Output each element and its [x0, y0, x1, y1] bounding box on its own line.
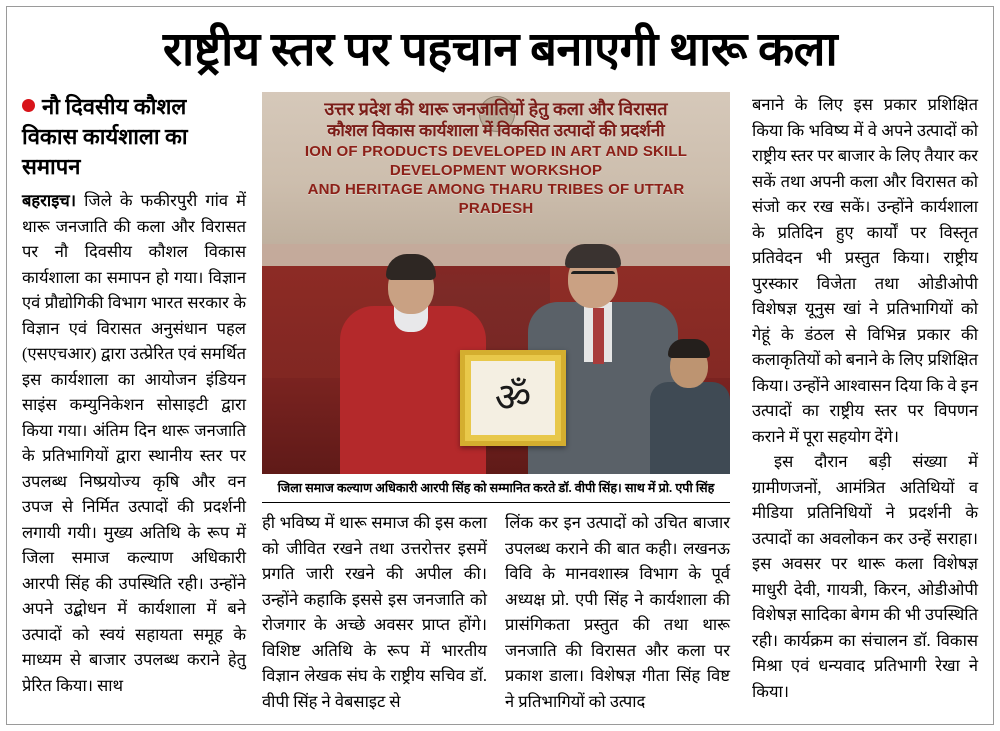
- article-photo: [262, 92, 730, 474]
- person-seated-hair: [668, 339, 710, 358]
- banner-text-block: [270, 98, 722, 218]
- banner-sub-strip: [262, 244, 730, 266]
- caption-divider: [262, 502, 730, 503]
- left-column-paragraph: [22, 188, 246, 698]
- photo-caption: जिला समाज कल्याण अधिकारी आरपी सिंह को सम्मानित करते डॉ. वीपी सिंह। साथ में प्रो. एपी सिंह: [277, 481, 715, 495]
- plaque-symbol: ॐ: [471, 361, 555, 435]
- person-right-tie: [593, 308, 604, 364]
- right-column: [752, 92, 978, 704]
- banner-line-2: कौशल विकास कार्यशाला में विकसित उत्पादों की प्रदर्शनी: [327, 121, 665, 140]
- left-column: [22, 92, 246, 698]
- center-column-left-paragraph: ही भविष्य में थारू समाज की इस कला को जीवित रखने तथा उत्तरोत्तर इसमें प्रगति जारी रखने की अपील की। उन्होंने कहाकि इससे इस जनजाति को रोजगार के अच्छे अवसर प्राप्त होंगे। विशिष्ट अतिथि के रूप में भारतीय विज्ञान लेखक संघ के राष्ट्रीय सचिव डॉ. वीपी सिंह ने वेबसाइट से: [262, 513, 487, 711]
- center-text-columns: [262, 510, 730, 714]
- glasses-icon: [571, 271, 615, 284]
- person-seated-body: [650, 382, 730, 474]
- award-plaque: [460, 350, 566, 446]
- bullet-dot-icon: [22, 99, 35, 112]
- person-right-hair: [565, 244, 621, 268]
- left-column-body: जिले के फकीरपुरी गांव में थारू जनजाति की कला और विरासत पर नौ दिवसीय कौशल विकास कार्यशाला का समापन हो गया। विज्ञान एवं प्रौद्योगिकी विभाग भारत सरकार के विज्ञान एवं विरासत अनुसंधान पहल (एसएचआर) द्वारा उत्प्रेरित एवं समर्थित इस कार्यशाला का आयोजन इंडियन साइंस कम्युनिकेशन सोसाइटी द्वारा किया गया। अंतिम दिन थारू जनजाति के प्रतिभागियों द्वारा स्थानीय स्तर पर उपलब्ध निष्प्रयोज्य कृषि और वन उपज से निर्मित उत्पादों की प्रदर्शनी लगायी गयी। मुख्य अतिथि के रूप में जिला समाज कल्याण अधिकारी आरपी सिंह की उपस्थिति रही। उन्होंने अपने उद्बोधन में कार्यशाला में बने उत्पादों को स्वयं सहायता समूह के माध्यम से बाजार उपलब्ध कराने हेतु प्रेरित किया। साथ: [22, 191, 246, 695]
- page-title: राष्ट्रीय स्तर पर पहचान बनाएगी थारू कला: [162, 24, 838, 76]
- dateline: बहराइच।: [22, 191, 77, 210]
- kicker-heading: [22, 92, 246, 182]
- center-column-right-paragraph: लिंक कर इन उत्पादों को उचित बाजार उपलब्ध कराने की बात कही। लखनऊ विवि के मानवशास्त्र विभाग के पूर्व अध्यक्ष प्रो. एपी सिंह ने कार्यशाला की प्रासंगिकता प्रस्तुत की तथा थारू जनजाति की विरासत और कला पर प्रकाश डाला। विशेषज्ञ गीता सिंह विष्ट ने प्रतिभागियों को उत्पाद: [505, 513, 730, 711]
- banner-english-line-1: ION OF PRODUCTS DEVELOPED IN ART AND SKILL DEVELOPMENT WORKSHOP: [304, 143, 688, 179]
- center-column: [262, 92, 730, 714]
- banner-english-line-2: AND HERITAGE AMONG THARU TRIBES OF UTTAR PRADESH: [307, 181, 685, 217]
- right-column-paragraph-1: बनाने के लिए इस प्रकार प्रशिक्षित किया कि भविष्य में वे अपने उत्पादों को राष्ट्रीय स्तर पर बाजार के लिए तैयार कर सकें तथा अपनी कला और विरासत को संजो कर रख सकें। उन्होंने कार्यशाला के प्रतिदिन हुए कार्यों पर विस्तृत प्रतिवेदन भी प्रस्तुत किया। राष्ट्रीय पुरस्कार विजेता तथा ओडीओपी विशेषज्ञ यूनुस खां ने प्रतिभागियों को गेहूं के डंठल से विभिन्न प्रकार की कलाकृतियों को बनाने के लिए प्रशिक्षित किया। उन्होंने आश्वासन दिया कि वे इन उत्पादों का राष्ट्रीय स्तर पर विपणन कराने में पूरा सहयोग देंगे।: [752, 95, 978, 446]
- right-column-paragraph-2: इस दौरान बड़ी संख्या में ग्रामीणजनों, आमंत्रित अतिथियों व मीडिया प्रतिनिधियों ने प्रदर्शनी के उत्पादों का अवलोकन कर उन्हें सराहा। इस अवसर पर थारू कला विशेषज्ञ माधुरी देवी, गायत्री, किरन, ओडीओपी विशेषज्ञ सादिका बेगम की भी उपस्थिति रही। कार्यक्रम का संचालन डॉ. विकास मिश्रा एवं धन्यवाद प्रतिभागी रेखा ने किया।: [752, 452, 978, 701]
- banner-line-1: उत्तर प्रदेश की थारू जनजातियों हेतु कला और विरासत: [324, 99, 668, 119]
- kicker-text: नौ दिवसीय कौशल विकास कार्यशाला का समापन: [22, 94, 188, 179]
